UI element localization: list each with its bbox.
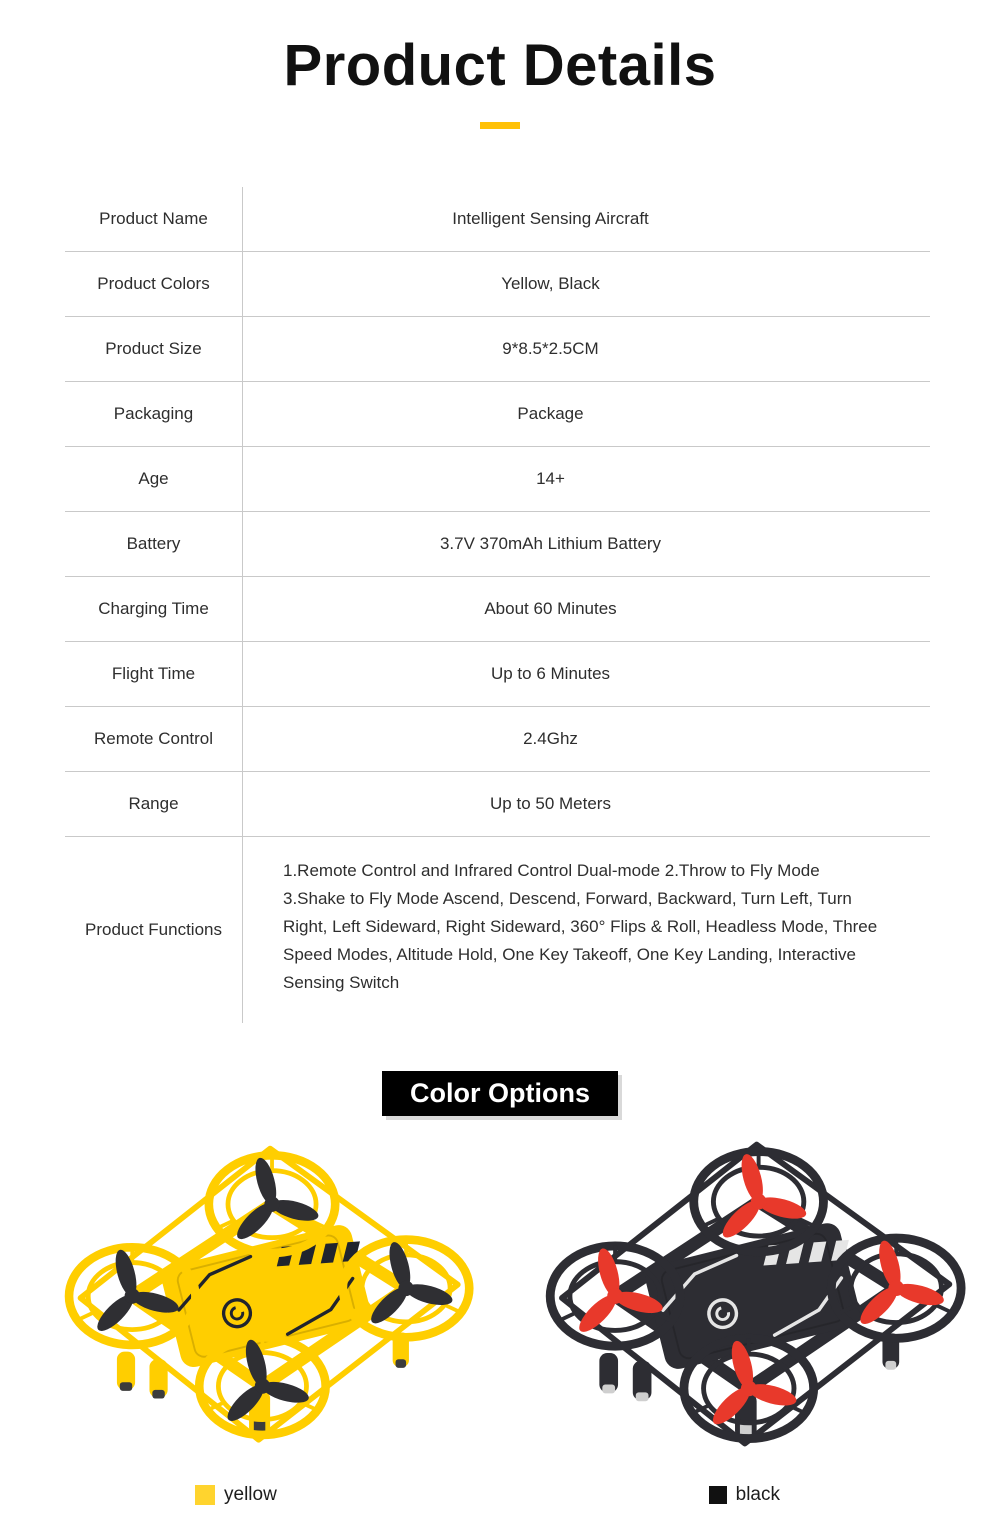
spec-label: Product Functions	[65, 837, 243, 1023]
legend-label-yellow: yellow	[224, 1484, 277, 1505]
spec-label: Age	[65, 447, 243, 511]
spec-row-product-name	[65, 187, 930, 252]
spec-row-age	[65, 447, 930, 512]
spec-value: Yellow, Black	[501, 274, 600, 293]
spec-value: 14+	[536, 469, 565, 488]
spec-label: Remote Control	[65, 707, 243, 771]
spec-row-remote-control	[65, 707, 930, 772]
spec-value: 3.7V 370mAh Lithium Battery	[439, 534, 662, 553]
spec-row-product-functions	[65, 837, 930, 1023]
spec-label: Battery	[65, 512, 243, 576]
spec-label: Range	[65, 772, 243, 836]
spec-value: 9*8.5*2.5CM	[502, 339, 599, 358]
spec-row-charging-time	[65, 577, 930, 642]
spec-row-product-colors	[65, 252, 930, 317]
spec-value: Package	[517, 404, 584, 423]
spec-label: Charging Time	[65, 577, 243, 641]
spec-label: Packaging	[65, 382, 243, 446]
legend-item-black	[709, 1484, 780, 1506]
spec-row-battery	[65, 512, 930, 577]
spec-value: 2.4Ghz	[523, 729, 578, 748]
color-legend	[0, 1484, 1000, 1506]
legend-label-black: black	[735, 1484, 780, 1505]
spec-row-packaging	[65, 382, 930, 447]
spec-label: Product Colors	[65, 252, 243, 316]
spec-value: 1.Remote Control and Infrared Control Dual-mode 2.Throw to Fly Mode 3.Shake to Fly Mode Ascend, Descend, Forward, Backward, Turn Left, Turn Right, Left Sideward, Right Sideward, 360° Flips & Roll, Headless Mode, Three Speed Modes, Altitude Hold, One Key Takeoff, One Key Landing, Interactive Sensing Switch	[283, 861, 878, 992]
yellow-swatch-icon	[195, 1485, 215, 1505]
color-options-heading: Color Options	[410, 1078, 590, 1108]
product-spec-table	[65, 187, 930, 1023]
yellow-drone-image	[25, 1128, 475, 1468]
color-options-banner	[382, 1071, 618, 1116]
spec-label: Product Size	[65, 317, 243, 381]
page-title: Product Details	[283, 33, 717, 98]
spec-value: Up to 50 Meters	[490, 794, 611, 813]
spec-row-flight-time	[65, 642, 930, 707]
title-underline-accent	[480, 122, 520, 129]
spec-value: Up to 6 Minutes	[490, 664, 611, 683]
legend-item-yellow	[195, 1484, 277, 1506]
spec-label: Product Name	[65, 187, 243, 251]
black-swatch-icon	[709, 1486, 727, 1504]
spec-value: About 60 Minutes	[484, 599, 617, 618]
spec-label: Flight Time	[65, 642, 243, 706]
spec-row-range	[65, 772, 930, 837]
spec-value: Intelligent Sensing Aircraft	[452, 209, 649, 228]
color-option-images	[0, 1128, 1000, 1468]
spec-row-product-size	[65, 317, 930, 382]
black-drone-image	[505, 1128, 967, 1468]
